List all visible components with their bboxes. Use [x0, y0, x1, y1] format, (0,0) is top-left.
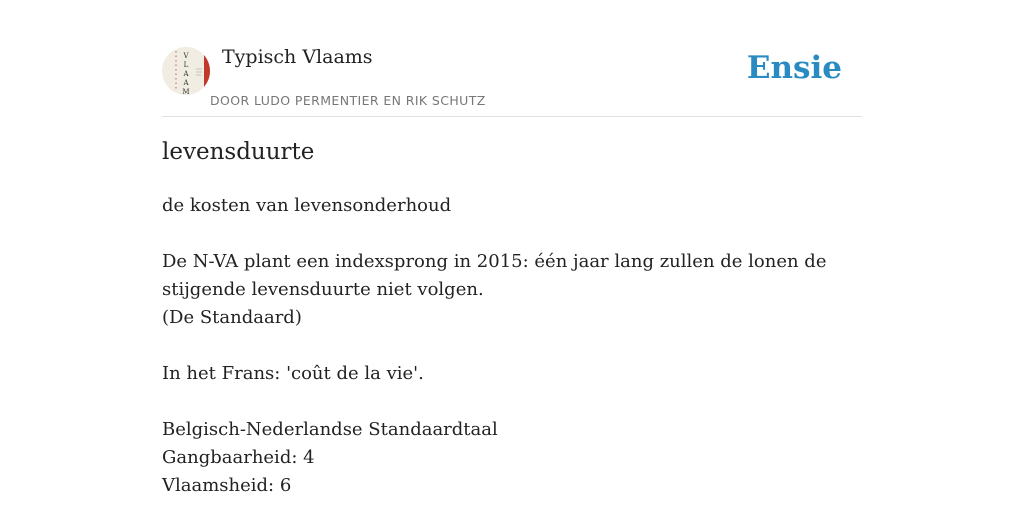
entry-category: Belgisch-Nederlandse Standaardtaal [162, 419, 498, 440]
entry-term: levensduurte [162, 139, 315, 165]
svg-text:L: L [183, 61, 189, 69]
entry-definition: de kosten van levensonderhoud [162, 195, 452, 216]
entry-french-note: In het Frans: 'coût de la vie'. [162, 363, 424, 384]
spacer [162, 220, 862, 248]
svg-text:A: A [183, 70, 189, 78]
svg-text:M: M [182, 88, 190, 95]
book-cover-logo[interactable] [162, 47, 210, 95]
ensie-logo-link[interactable]: Ensie [746, 50, 842, 86]
entry-example-line-1: De N-VA plant een indexsprong in 2015: één jaar lang zullen de lonen de [162, 251, 827, 272]
spacer [162, 388, 862, 416]
entry-gangbaarheid: Gangbaarheid: 4 [162, 447, 315, 468]
entry-body [162, 192, 862, 500]
source-title[interactable]: Typisch Vlaams [222, 46, 373, 68]
entry-vlaamsheid: Vlaamsheid: 6 [162, 475, 292, 496]
svg-text:A: A [183, 79, 189, 87]
page-container [162, 0, 862, 512]
svg-text:V: V [183, 52, 189, 60]
spacer [162, 332, 862, 360]
book-cover-icon [162, 47, 210, 95]
entry-example-line-2: stijgende levensduurte niet volgen. [162, 279, 484, 300]
entry-example-source: (De Standaard) [162, 307, 302, 328]
byline: DOOR LUDO PERMENTIER EN RIK SCHUTZ [210, 93, 486, 108]
header [162, 0, 862, 117]
